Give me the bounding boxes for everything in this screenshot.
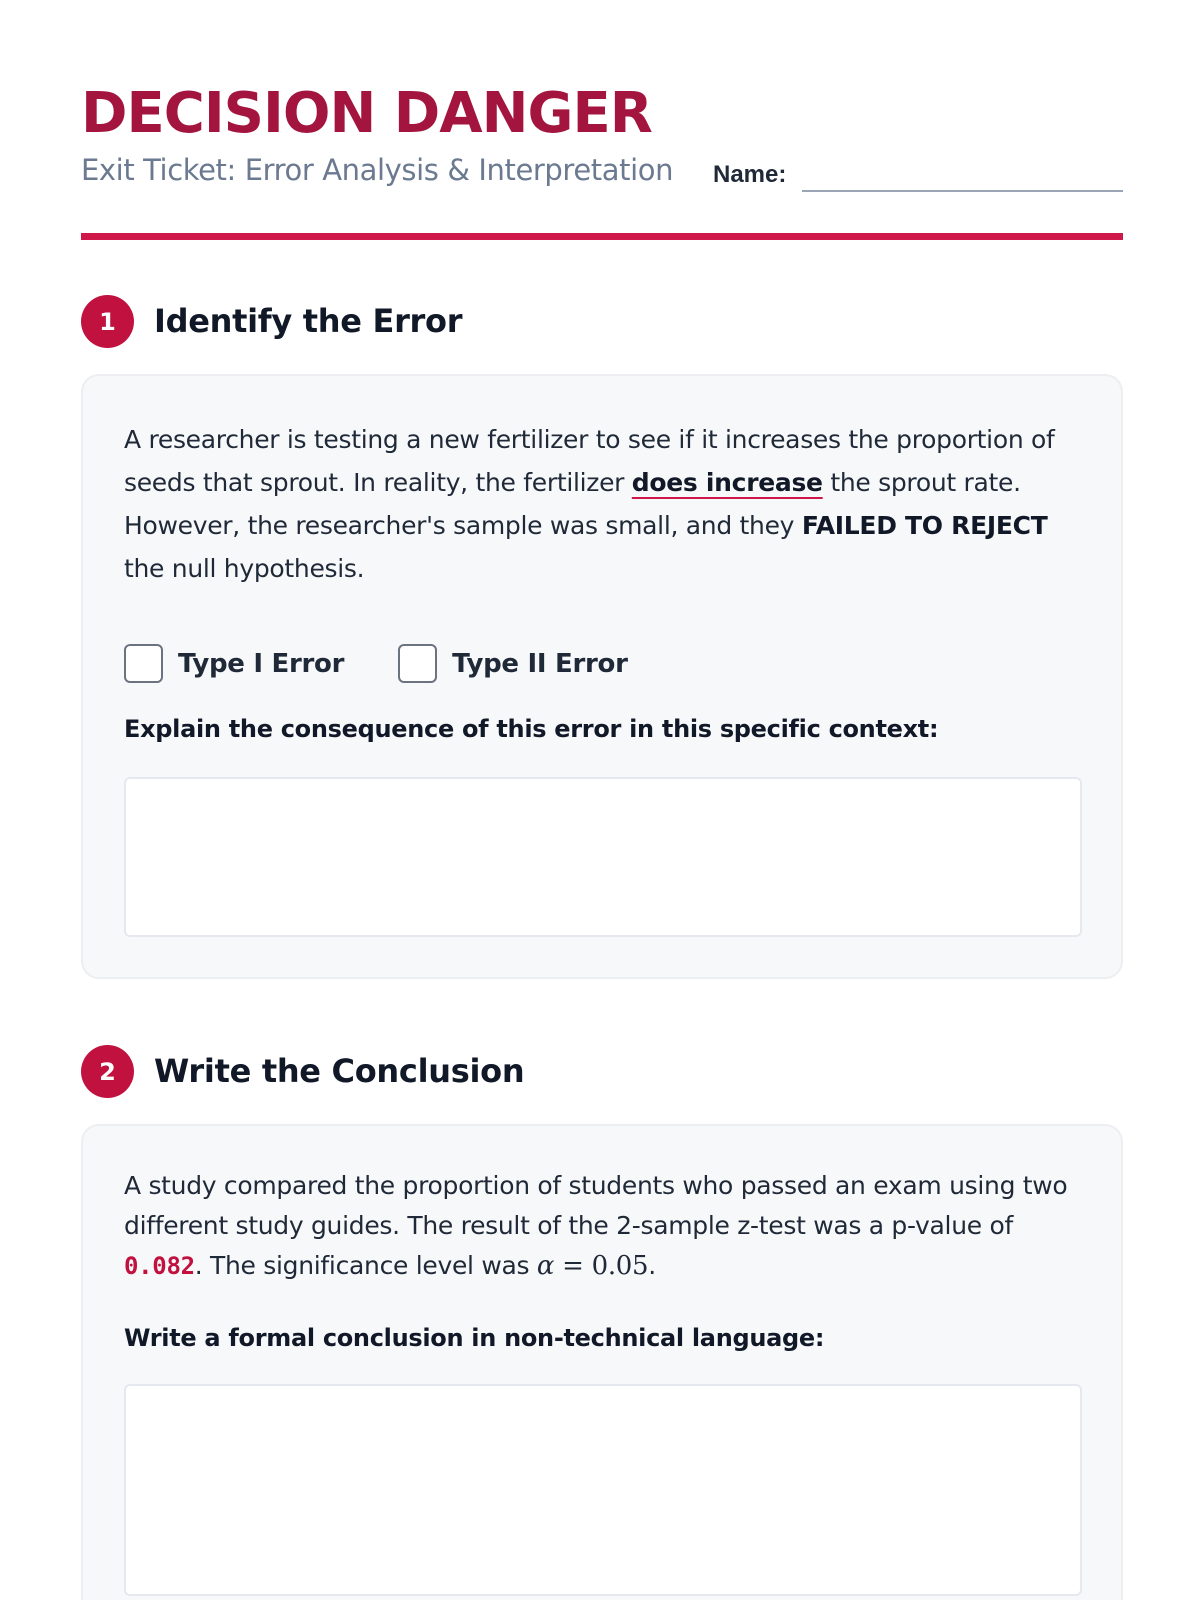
section-1-number-badge: 1 xyxy=(81,295,134,348)
prompt-text: the sprout rate. However, the researcher's sample was small, and they xyxy=(124,468,1021,540)
section-2-card xyxy=(81,1124,1123,1600)
choice-label: Type I Error xyxy=(178,648,345,679)
p-value: 0.082 xyxy=(124,1252,195,1280)
alpha-expression xyxy=(537,1251,648,1281)
section-2-answer-box[interactable] xyxy=(124,1384,1082,1596)
section-1-card xyxy=(81,374,1123,979)
page-subtitle: Exit Ticket: Error Analysis & Interpretation xyxy=(81,153,674,187)
section-2-prompt xyxy=(124,1166,1084,1286)
section-2-instruction: Write a formal conclusion in non-technical language: xyxy=(124,1324,825,1352)
prompt-text: the null hypothesis. xyxy=(124,554,365,583)
section-1-answer-box[interactable] xyxy=(124,777,1082,937)
choice-type-2-error[interactable] xyxy=(398,644,628,683)
name-label: Name: xyxy=(713,161,787,188)
name-field[interactable] xyxy=(802,190,1123,192)
prompt-emphasis-failed-to-reject: FAILED TO REJECT xyxy=(801,511,1048,540)
page-title: DECISION DANGER xyxy=(81,81,652,146)
type-2-error-checkbox[interactable] xyxy=(398,644,437,683)
error-type-choices xyxy=(124,644,682,683)
prompt-text: A researcher is testing a new fertilizer to see if it increases the proportion of seeds that sprout. In reality, the fertilizer xyxy=(124,425,1055,497)
prompt-text: A study compared the proportion of students who passed an exam using two different study guides. The result of the 2-sample z-test was a p-value of xyxy=(124,1171,1068,1240)
alpha-symbol: α xyxy=(536,1251,555,1281)
choice-type-1-error[interactable] xyxy=(124,644,344,683)
section-2-number-badge: 2 xyxy=(81,1045,134,1098)
section-1-instruction: Explain the consequence of this error in this specific context: xyxy=(124,715,939,743)
type-1-error-checkbox[interactable] xyxy=(124,644,163,683)
prompt-text: . The significance level was xyxy=(194,1251,537,1280)
header-divider xyxy=(81,233,1123,240)
section-1-prompt xyxy=(124,418,1084,590)
prompt-text: . xyxy=(648,1251,656,1280)
section-1-title: Identify the Error xyxy=(154,302,463,340)
section-2-title: Write the Conclusion xyxy=(154,1052,525,1090)
alpha-value: = 0.05 xyxy=(554,1251,649,1281)
choice-label: Type II Error xyxy=(452,648,628,679)
prompt-emphasis-does-increase: does increase xyxy=(631,468,823,497)
